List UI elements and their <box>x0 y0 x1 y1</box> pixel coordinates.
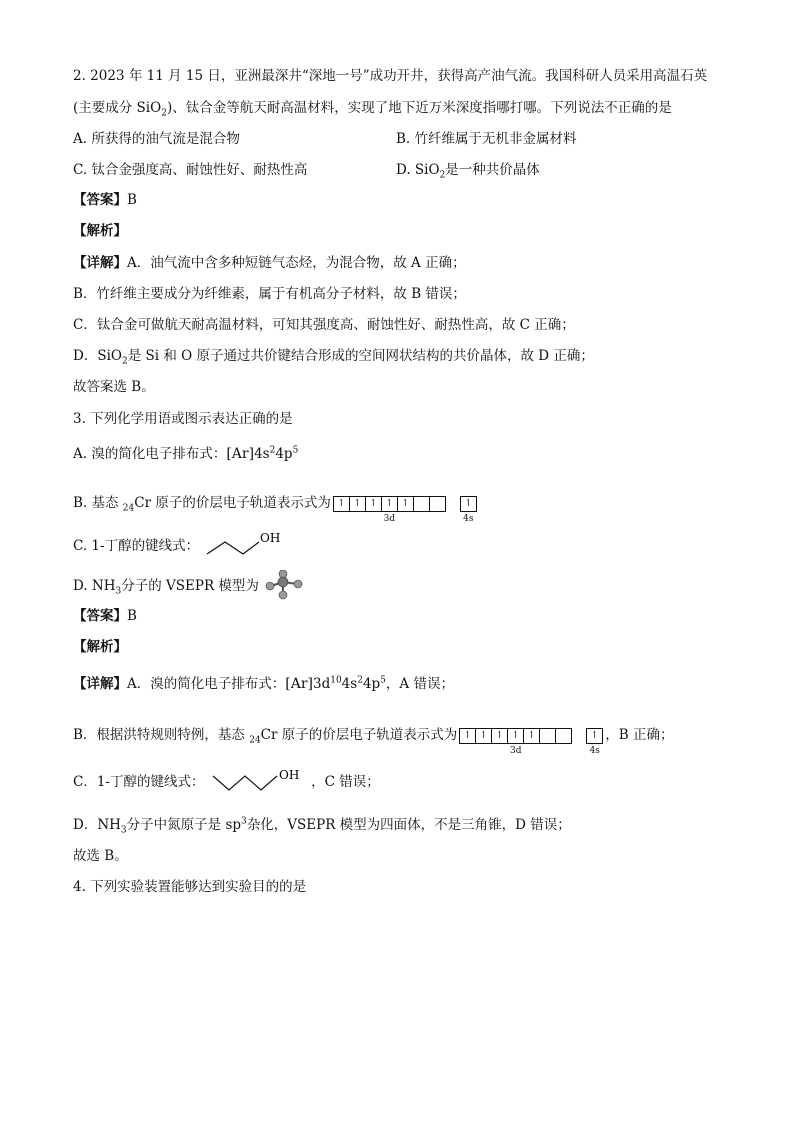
q3-conclusion: 故选 B。 <box>73 848 128 864</box>
q2-option-b: B. 竹纤维属于无机非金属材料 <box>396 131 577 147</box>
q3-explain-c: C．1-丁醇的键线式： OH ，C 错误； <box>73 766 380 796</box>
q4-stem: 4. 下列实验装置能够达到实验目的的是 <box>73 879 307 895</box>
q3-option-c: C. 1-丁醇的键线式： OH <box>73 530 283 560</box>
q3-analysis-label: 【解析】 <box>73 639 127 655</box>
orbital-box: ↿ <box>507 728 524 744</box>
q2-option-c: C. 钛合金强度高、耐蚀性好、耐热性高 <box>73 162 308 178</box>
q3-explain-d: D．$NH_3$分子中氮原子是 $sp^3$杂化，VSEPR 模型为四面体，不是三角锥，D 错误； <box>73 816 571 836</box>
orbital-box: ↿ <box>333 496 350 512</box>
q2-answer: 【答案】B <box>73 192 137 208</box>
orbital-box: ↿ <box>460 496 477 512</box>
oh-label: OH <box>260 531 281 545</box>
orbital-box: ↿ <box>491 728 508 744</box>
q3-stem: 3. 下列化学用语或图示表达正确的是 <box>73 411 293 427</box>
oh-label-answer: OH <box>278 768 300 782</box>
bond-line-formula-3c <box>203 530 283 560</box>
orbital-box: ↿ <box>475 728 492 744</box>
orbital-box: ↿ <box>523 728 540 744</box>
orbital-box: ↿ <box>381 496 398 512</box>
q2-detail-3: C．钛合金可做航天耐高温材料，可知其强度高、耐蚀性好、耐热性高，故 C 正确； <box>73 317 575 333</box>
orbital-box <box>539 728 556 744</box>
q3-option-b: B. 基态 $_{24}$Cr 原子的价层电子轨道表示式为 ↿ ↿ ↿ ↿ ↿ 3d ↿ 4s <box>73 482 479 525</box>
q2-stem-line2: (主要成分 SiO$_2$)、钛合金等航天耐高温材料，实现了地下近万米深度指哪打哪。下列说法不正确的是 <box>73 100 672 119</box>
q3-option-d: D. $NH_3$分子的 VSEPR 模型为 <box>73 570 307 600</box>
orbital-4s-answer: ↿ 4s <box>586 728 603 757</box>
q2-detail-2: B．竹纤维主要成分为纤维素，属于有机高分子材料，故 B 错误； <box>73 286 466 302</box>
orbital-3d-answer: ↿ ↿ ↿ ↿ ↿ 3d <box>459 728 572 757</box>
q2-stem-line1: 2. 2023 年 11 月 15 日，亚洲最深井“深地一号”成功开井，获得高产油气流。我国科研人员采用高温石英 <box>73 68 708 84</box>
q2-option-a: A. 所获得的油气流是混合物 <box>73 131 240 147</box>
vsepr-model-icon <box>263 570 307 600</box>
q3-answer: 【答案】B <box>73 608 137 624</box>
orbital-box <box>429 496 446 512</box>
q2-detail-1: 【详解】A．油气流中含多种短链气态烃，为混合物，故 A 正确； <box>73 255 466 271</box>
orbital-box: ↿ <box>349 496 366 512</box>
orbital-box: ↿ <box>397 496 414 512</box>
q3-explain-b: B．根据洪特规则特例，基态 $_{24}$Cr 原子的价层电子轨道表示式为 ↿ ↿ ↿ ↿ ↿ 3d ↿ 4s ，B 正确； <box>73 727 674 756</box>
orbital-box: ↿ <box>365 496 382 512</box>
q3-option-a: A. 溴的简化电子排布式：$[Ar]4s^24p^5$ <box>73 445 299 462</box>
q3-explain-a: 【详解】A．溴的简化电子排布式：$[Ar]3d^{10}4s^24p^5$，A 错误； <box>73 675 454 692</box>
orbital-box: ↿ <box>586 728 603 744</box>
q2-detail-4: D．SiO$_2$是 Si 和 O 原子通过共价键结合形成的空间网状结构的共价晶体，故 D 正确； <box>73 348 594 367</box>
q2-option-d: D. SiO$_2$是一种共价晶体 <box>396 162 540 181</box>
q2-analysis-label: 【解析】 <box>73 223 127 239</box>
orbital-3d: ↿ ↿ ↿ ↿ ↿ 3d <box>333 496 446 525</box>
orbital-box <box>555 728 572 744</box>
orbital-box: ↿ <box>459 728 476 744</box>
q2-conclusion: 故答案选 B。 <box>73 379 155 395</box>
bond-line-formula-4c <box>209 766 307 796</box>
orbital-4s: ↿ 4s <box>460 496 477 525</box>
orbital-box <box>413 496 430 512</box>
